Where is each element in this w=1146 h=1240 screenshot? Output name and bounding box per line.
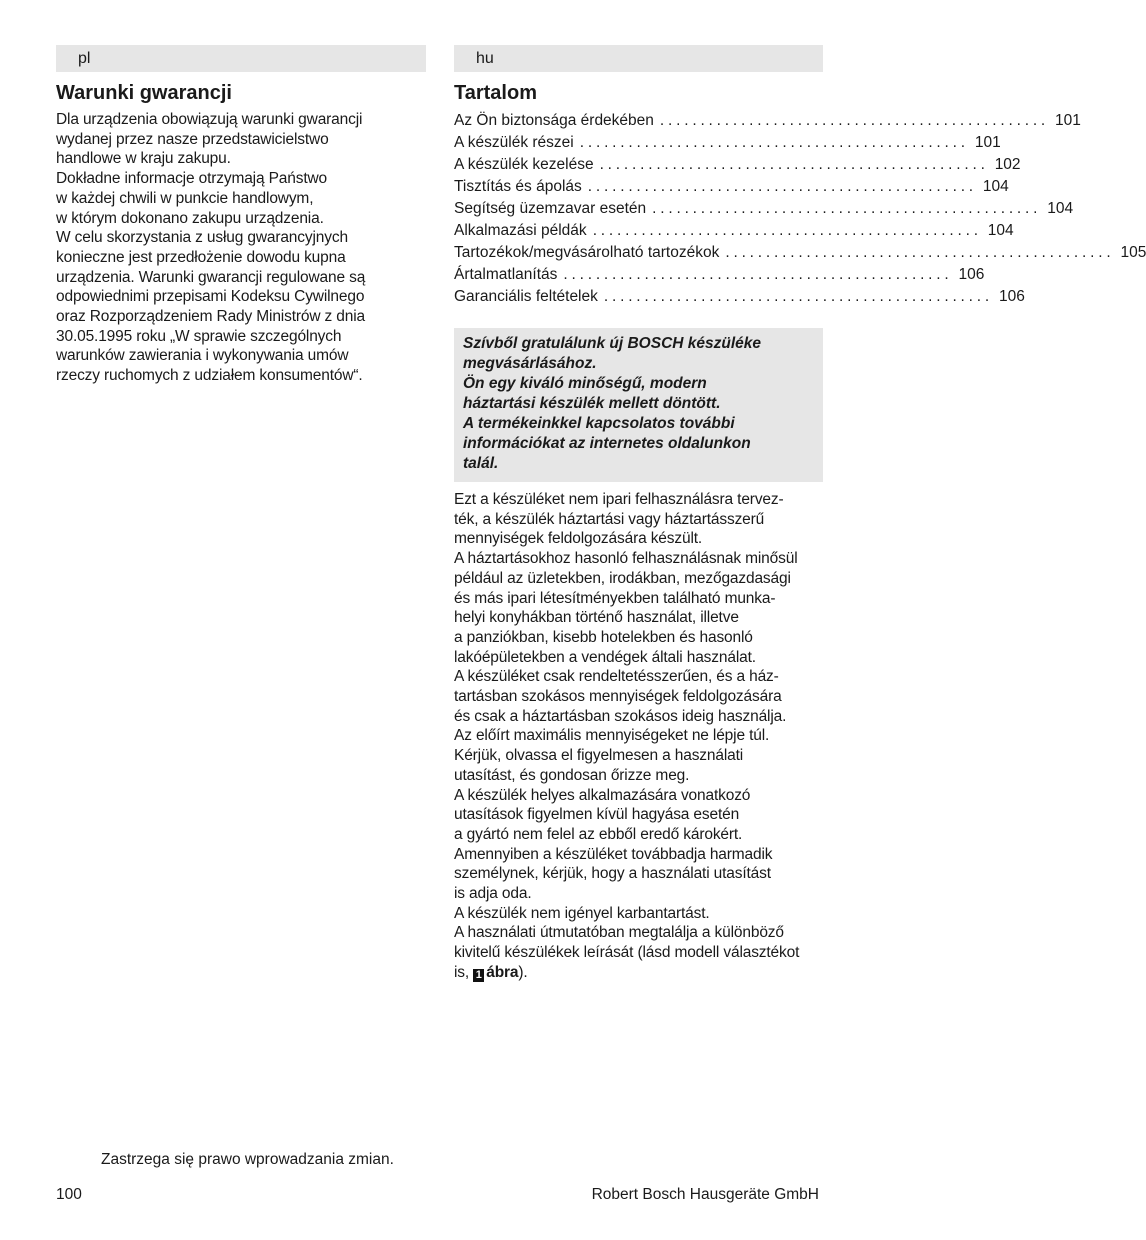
table-of-contents xyxy=(454,110,1146,308)
figure-word: ábra xyxy=(486,963,519,981)
box-line: információkat az internetes oldalunkon xyxy=(463,435,751,452)
toc-entry-title: Alkalmazási példák xyxy=(454,222,587,239)
toc-entry-page: 101 xyxy=(1055,112,1081,129)
text-line-last xyxy=(454,963,823,983)
toc-entry-page: 106 xyxy=(998,288,1025,305)
toc-entry-title: A készülék kezelése xyxy=(454,156,594,173)
toc-entry-title: Segítség üzemzavar esetén xyxy=(454,200,647,217)
toc-leader-dots: ................................................ xyxy=(599,156,989,173)
toc-entry-page: 104 xyxy=(982,178,1009,195)
hungarian-column xyxy=(454,45,1146,983)
toc-entry-title: Ártalmatlanítás xyxy=(454,266,558,283)
page-number: 100 xyxy=(56,1186,82,1203)
contents-heading: Tartalom xyxy=(454,82,537,104)
toc-leader-dots: ................................................ xyxy=(592,222,982,239)
text-line: w każdej chwili w punkcie handlowym, xyxy=(56,189,314,207)
text-line: A készülék helyes alkalmazására vonatkozó xyxy=(454,786,751,804)
toc-entry[interactable] xyxy=(454,110,1081,132)
toc-leader-dots: ................................................ xyxy=(603,288,993,305)
box-line: háztartási készülék mellett döntött. xyxy=(463,395,721,412)
box-line: Szívből gratulálunk új BOSCH készüléke xyxy=(463,335,762,352)
text-line: konieczne jest przedłożenie dowodu kupna xyxy=(56,248,346,266)
warranty-paragraph xyxy=(56,110,426,386)
box-line: talál. xyxy=(463,455,499,472)
text-line: odpowiednimi przepisami Kodeksu Cywilnego xyxy=(56,288,365,306)
toc-leader-dots: ................................................ xyxy=(579,134,969,151)
text-line: kivitelű készülékek leírását (lásd modell választékot xyxy=(454,944,800,962)
toc-entry[interactable] xyxy=(454,176,1009,198)
intro-paragraph xyxy=(454,490,823,983)
toc-entry-page: 105 xyxy=(1120,244,1146,261)
box-line: Ön egy kiváló minőségű, modern xyxy=(463,375,707,392)
toc-leader-dots: ................................................ xyxy=(725,244,1115,261)
text-line: Kérjük, olvassa el figyelmesen a használati xyxy=(454,747,744,765)
text-line: a panziókban, kisebb hotelekben és hasonló xyxy=(454,628,753,646)
toc-entry-page: 101 xyxy=(974,134,1001,151)
text-line: Dokładne informacje otrzymają Państwo xyxy=(56,170,327,188)
text-line: A készüléket csak rendeltetésszerűen, és a ház- xyxy=(454,668,779,686)
text-line: 30.05.1995 roku „W sprawie szczególnych xyxy=(56,327,342,345)
text-line: például az üzletekben, irodákban, mezőgazdasági xyxy=(454,569,791,587)
toc-entry-page: 104 xyxy=(1047,200,1074,217)
text-line: Amennyiben a készüléket továbbadja harmadik xyxy=(454,845,773,863)
text-line: lakóépületekben a vendégek általi használat. xyxy=(454,648,756,666)
toc-entry[interactable] xyxy=(454,132,1001,154)
toc-entry-title: Garanciális feltételek xyxy=(454,288,598,305)
text-line: személynek, kérjük, hogy a használati utasítást xyxy=(454,865,771,883)
toc-entry-title: Tisztítás és ápolás xyxy=(454,178,582,195)
toc-entry-title: Tartozékok/megvásárolható tartozékok xyxy=(454,244,720,261)
toc-leader-dots: ................................................ xyxy=(563,266,953,283)
toc-entry-page: 106 xyxy=(958,266,985,283)
toc-entry[interactable] xyxy=(454,220,1014,242)
toc-entry[interactable] xyxy=(454,264,985,286)
text-line: mennyiségek feldolgozására készült. xyxy=(454,530,703,548)
toc-leader-dots: ................................................ xyxy=(652,200,1042,217)
toc-entry[interactable] xyxy=(454,242,1146,264)
text-line: warunków zawierania i wykonywania umów xyxy=(56,347,349,365)
text-line: wydanej przez nasze przedstawicielstwo xyxy=(56,130,329,148)
toc-entry-page: 102 xyxy=(994,156,1021,173)
toc-entry-page: 104 xyxy=(987,222,1014,239)
last-line-suffix: ). xyxy=(518,963,528,981)
language-bar-pl: pl xyxy=(56,45,426,72)
changes-reserved-note: Zastrzega się prawo wprowadzania zmian. xyxy=(101,1151,394,1168)
text-line: és más ipari létesítményekben található munka- xyxy=(454,589,776,607)
last-line-prefix: is, xyxy=(454,963,474,981)
text-line: rzeczy ruchomych z udziałem konsumentów“. xyxy=(56,367,363,385)
text-line: W celu skorzystania z usług gwarancyjnych xyxy=(56,229,348,247)
toc-entry[interactable] xyxy=(454,154,1021,176)
toc-entry-title: Az Ön biztonsága érdekében xyxy=(454,112,654,129)
text-line: A használati útmutatóban megtalálja a különböző xyxy=(454,924,784,942)
text-line: Dla urządzenia obowiązują warunki gwarancji xyxy=(56,111,363,128)
polish-column xyxy=(56,45,426,386)
figure-number-icon: 1 xyxy=(473,969,484,982)
language-bar-hu: hu xyxy=(454,45,823,72)
toc-entry-title: A készülék részei xyxy=(454,134,574,151)
warranty-heading: Warunki gwarancji xyxy=(56,82,232,104)
text-line: utasítást, és gondosan őrizze meg. xyxy=(454,766,690,784)
text-line: handlowe w kraju zakupu. xyxy=(56,150,231,168)
text-line: oraz Rozporządzeniem Rady Ministrów z dnia xyxy=(56,308,365,326)
text-line: A készülék nem igényel karbantartást. xyxy=(454,904,710,922)
text-line: w którym dokonano zakupu urządzenia. xyxy=(56,209,324,227)
text-line: Az előírt maximális mennyiségeket ne lépje túl. xyxy=(454,727,770,745)
company-name: Robert Bosch Hausgeräte GmbH xyxy=(591,1186,819,1203)
text-line: A háztartásokhoz hasonló felhasználásnak minősül xyxy=(454,550,798,568)
text-line: a gyártó nem felel az ebből eredő károkért. xyxy=(454,825,743,843)
congratulations-box xyxy=(454,328,823,482)
text-line: is adja oda. xyxy=(454,885,532,903)
toc-entry[interactable] xyxy=(454,286,1025,308)
text-line: tartásban szokásos mennyiségek feldolgozására xyxy=(454,688,782,706)
text-line: helyi konyhákban történő használat, illetve xyxy=(454,609,739,627)
toc-entry[interactable] xyxy=(454,198,1074,220)
text-line: ték, a készülék háztartási vagy háztartásszerű xyxy=(454,510,765,528)
toc-leader-dots: ................................................ xyxy=(659,112,1050,129)
box-line: megvásárlásához. xyxy=(463,355,597,372)
text-line: és csak a háztartásban szokásos ideig használja. xyxy=(454,707,787,725)
text-line: utasítások figyelmen kívül hagyása esetén xyxy=(454,806,740,824)
text-line: Ezt a készüléket nem ipari felhasználásra tervez- xyxy=(454,491,784,508)
toc-leader-dots: ................................................ xyxy=(587,178,977,195)
box-line: A termékeinkkel kapcsolatos további xyxy=(463,415,735,432)
text-line: urządzenia. Warunki gwarancji regulowane są xyxy=(56,268,366,286)
